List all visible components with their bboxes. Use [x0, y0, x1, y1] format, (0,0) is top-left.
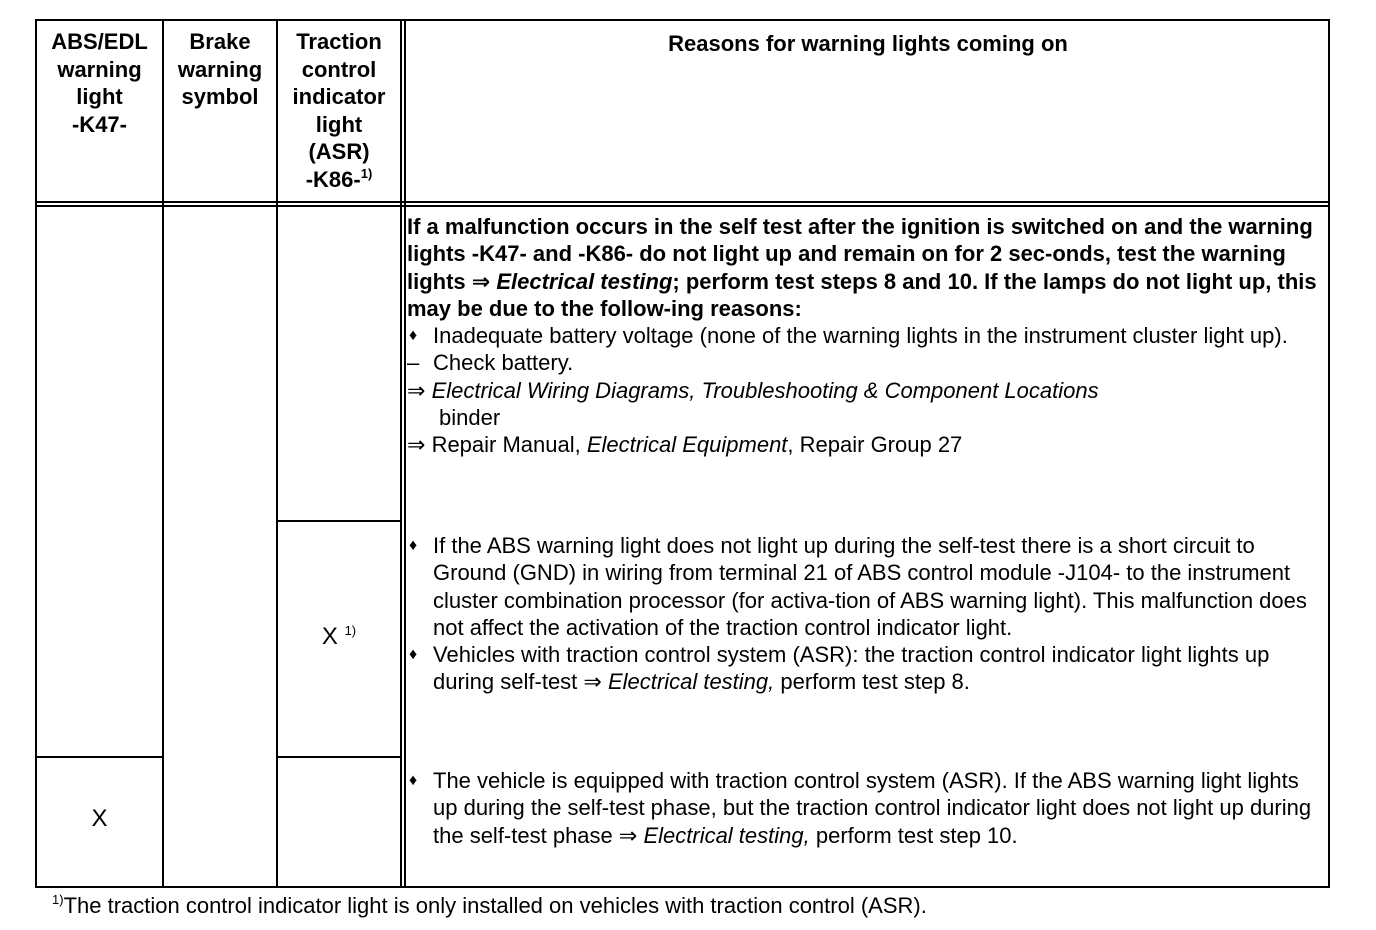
reasons-row-3 — [407, 767, 1322, 849]
reference-text: Electrical Wiring Diagrams, Troubleshooting & Component Locations — [431, 377, 1099, 403]
list-item — [407, 641, 1322, 696]
header-line: warning — [177, 56, 263, 82]
diamond-bullet-icon: ♦ — [409, 646, 418, 664]
header-brake — [164, 28, 276, 111]
reference-line — [407, 431, 1322, 458]
header-line: control — [301, 56, 377, 82]
header-traction — [278, 28, 400, 193]
electrical-testing-ref: Electrical testing, — [607, 669, 775, 695]
diamond-bullet-icon: ♦ — [409, 327, 418, 345]
electrical-testing-ref: Electrical testing, — [643, 822, 810, 848]
bullet-text: Vehicles with traction control system (ASR): the traction control indicator light lights up during self-test — [433, 642, 1270, 695]
reference-text: , Repair Group 27 — [787, 432, 963, 458]
header-line: light — [315, 111, 363, 137]
header-line: indicator — [292, 84, 386, 109]
intro-text: If a malfunction occurs in the self test after the ignition is switched on and the warning lights -K47- and -K86- do not light up and remain on for 2 sec-onds, test the warning lights — [407, 214, 1313, 294]
header-line: Traction — [296, 29, 382, 54]
list-item — [407, 767, 1322, 849]
footnote-ref: 1) — [360, 165, 373, 181]
intro-text: ; perform test steps 8 and 10. If the lamps do not light up, this may be due to the follow-ing reasons: — [407, 268, 1317, 321]
reference-text: Repair Manual, — [431, 432, 587, 458]
intro-paragraph — [407, 213, 1322, 322]
bullet-text: Inadequate battery voltage (none of the warning lights in the instrument cluster light up). — [433, 323, 1288, 349]
header-line: Brake — [189, 29, 251, 54]
footnote-ref: 1) — [344, 623, 357, 638]
list-item — [407, 532, 1322, 641]
arrow-icon: ⇒ — [471, 268, 491, 294]
header-text: -K86- — [305, 166, 361, 192]
header-divider — [35, 205, 1330, 207]
traction-mark — [278, 623, 400, 651]
footnote-mark: 1) — [52, 892, 64, 907]
arrow-icon: ⇒ — [583, 669, 602, 695]
arrow-icon: ⇒ — [407, 432, 426, 458]
dash-text: Check battery. — [433, 350, 574, 376]
header-line — [278, 166, 400, 194]
arrow-icon: ⇒ — [618, 822, 638, 848]
column-divider — [404, 19, 406, 888]
header-line: ABS/EDL — [51, 29, 148, 54]
reference-text: Electrical Equipment — [586, 432, 788, 458]
reasons-row-2 — [407, 532, 1322, 696]
abs-mark: X — [91, 805, 108, 832]
header-reasons: Reasons for warning lights coming on — [668, 31, 1068, 56]
arrow-icon: ⇒ — [407, 377, 426, 403]
header-line: symbol — [181, 84, 259, 109]
row-divider — [35, 756, 163, 758]
footnote-text: The traction control indicator light is only installed on vehicles with traction control (ASR). — [63, 893, 927, 918]
row-divider — [276, 520, 402, 522]
bullet-text: If the ABS warning light does not light up during the self-test there is a short circuit to Ground (GND) in wiring from terminal 21 of ABS control module -J104- to the instrument cluster combination processor (for activa-tion of ABS warning light). This malfunction does not affect the activation of the traction control indicator light. — [433, 533, 1307, 640]
reference-line — [407, 377, 1322, 404]
dash-icon: – — [407, 350, 420, 376]
header-line: -K47- — [71, 111, 127, 137]
list-item — [407, 349, 1322, 376]
header-line: light — [76, 84, 123, 109]
reference-line: binder — [439, 405, 501, 431]
diamond-bullet-icon: ♦ — [409, 772, 418, 789]
reasons-row-1 — [407, 213, 1322, 459]
header-divider — [35, 201, 1330, 203]
bullet-text: perform test step 10. — [809, 822, 1018, 848]
bullet-text: perform test step 8. — [774, 669, 970, 695]
diamond-bullet-icon: ♦ — [409, 537, 418, 554]
header-line: (ASR) — [308, 139, 370, 164]
footnote — [52, 893, 927, 919]
header-line: warning — [57, 56, 142, 82]
mark-x: X — [321, 623, 338, 650]
bullet-text: The vehicle is equipped with traction control system (ASR). If the ABS warning light lights up during the self-test phase, but the traction control indicator light does not light up during the self-test phase — [433, 768, 1312, 848]
list-item — [407, 322, 1322, 349]
header-abs-edl — [37, 28, 162, 138]
row-divider — [276, 756, 402, 758]
electrical-testing-ref: Electrical testing — [496, 268, 673, 294]
